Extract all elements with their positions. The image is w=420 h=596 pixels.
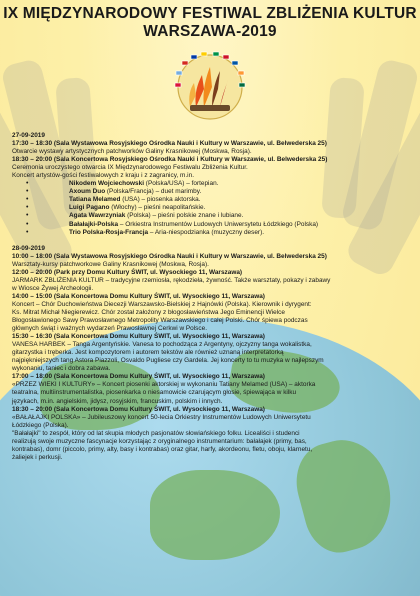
event-entry <box>12 406 410 414</box>
event-description: kontrabas), domr (piccolo, primy, alty, basy i kontrabas) oraz gitar, harfy, akordeonu, fletu, oboju, klarnetu, <box>12 445 313 453</box>
logo-wrap <box>0 45 420 123</box>
event-description: Warsztaty-kursy patchworkowe Galiny Krasnikowej (Moskwa, Rosja). <box>12 260 209 268</box>
artist-name: Axoum Duo <box>69 188 106 196</box>
event-entry <box>12 333 410 341</box>
artist-detail: (Polska/Francja) – duet marimby. <box>105 188 202 196</box>
event-description: «BAŁAŁAJKI POLSKA» – Jubileuszowy koncert 50-lecia Orkiestry Instrumentów Ludowych Uniwersytetu <box>12 413 311 421</box>
event-location: (Sala Koncertowa Domu Kultury ŚWIT, ul. Wysockiego 11, Warszawa) <box>53 405 265 413</box>
event-description: Ceremonia uroczystego otwarcia IX Międzynarodowego Festiwalu Zbliżenia Kultur. <box>12 164 248 172</box>
event-time: 18:30 – 20:00 <box>12 405 53 413</box>
event-entry <box>12 253 410 261</box>
event-description: żaliejek i perkusji. <box>12 453 63 461</box>
event-entry <box>12 156 410 164</box>
event-description: wykonaniu, taniec i dobra zabawa. <box>12 365 111 373</box>
artist-list <box>12 180 410 236</box>
festival-logo-icon <box>166 45 254 123</box>
artist-detail: (USA) – piosenka aktorska. <box>120 196 201 204</box>
event-location: (Sala Wystawowa Rosyjskiego Ośrodka Nauki i Kultury w Warszawie, ul. Belwederska 25) <box>53 252 327 260</box>
event-time: 10:00 – 18:00 <box>12 252 53 260</box>
event-description: Otwarcie wystawy artystycznych patchworków Galiny Krasnikowej (Moskwa, Rosja). <box>12 148 252 156</box>
event-description: «PRZEZ WIEKI I KULTURY» – Koncert piosenki aktorskiej w wykonaniu Tatiany Melamed (USA) – aktorka <box>12 381 316 389</box>
day-2-date: 28-09-2019 <box>12 244 45 252</box>
artist-item <box>12 196 410 204</box>
event-location: (Sala Koncertowa Domu Kultury ŚWIT, ul. Wysockiego 11, Warszawa) <box>53 373 265 381</box>
event-description: VANESA HARBEK – Tanga Argentyńskie. Vanesa to pochodząca z Argentyny, ojczyzny tanga wokalistka, <box>12 341 312 349</box>
event-location: (Sala Koncertowa Domu Kultury ŚWIT, ul. Wysockiego 11, Warszawa) <box>53 292 265 300</box>
program-content <box>12 132 410 462</box>
event-entry <box>12 269 410 277</box>
event-location: (Sala Wystawowa Rosyjskiego Ośrodka Nauki i Kultury w Warszawie, ul. Belwederska 25) <box>53 140 327 148</box>
artist-item <box>12 204 410 212</box>
event-description: językach, m.in. angielskim, jidysz, rosyjskim, francuskim, polskim i innych. <box>12 397 223 405</box>
artist-item <box>12 221 410 229</box>
event-description: w Wiosce Żywej Archeologii. <box>12 284 94 292</box>
artist-item <box>12 229 410 237</box>
event-description: "Bałałajki" to zespół, który od lat skupia młodych pasjonatów słowiańskiego folku. Licealiści i studenci <box>12 429 300 437</box>
event-description: Ks. Mitrat Michał Niegierewicz. Chór został założony z błogosławieństwa Jego Eminencji Wielce <box>12 308 285 316</box>
event-description: Koncert – Chór Duchowieństwa Diecezji Warszawsko-Bielskiej z Hajnówki (Polska). Kierownik i dyrygent: <box>12 300 312 308</box>
event-description: teatralna, multiinstrumentalistka, piosenkarka o niesamowicie czarującym głosie, śpiewająca w kilku <box>12 389 297 397</box>
event-location: (Sala Koncertowa Domu Kultury ŚWIT, ul. Wysockiego 11, Warszawa) <box>53 333 265 341</box>
artist-name: Nikodem Wojciechowski <box>69 180 145 188</box>
day-1-date: 27-09-2019 <box>12 132 45 139</box>
event-time: 15:30 – 16:30 <box>12 333 53 341</box>
event-description: Błogosławionego Sawy Prawosławnego Metropolity Warszawskiego i całej Polski. Chór śpiewa podczas <box>12 317 308 325</box>
artist-name: Bałałajki-Polska <box>69 220 119 228</box>
event-description: JARMARK ZBLIŻENIA KULTUR – tradycyjne rzemiosła, rękodzieła, żywność. Także warsztaty, pokazy i zabawy <box>12 276 331 284</box>
artist-item <box>12 188 410 196</box>
event-description: gitarzystka i tręberka. Jest kompozytorem i autorem tekstów ale również uznaną interpretatorką <box>12 349 284 357</box>
festival-title-line-1: IX MIĘDZYNARODOWY FESTIWAL ZBLIŻENIA KULTUR <box>3 5 417 22</box>
event-location: (Park przy Domu Kultury ŚWIT, ul. Wysockiego 11, Warszawa) <box>53 268 243 276</box>
artist-detail: (Polska/USA) – fortepian. <box>144 180 219 188</box>
event-time: 17:00 – 18:00 <box>12 373 53 381</box>
artist-detail: (Polska) – pieśni polskie znane i lubiane. <box>125 212 244 220</box>
event-time: 14:00 – 15:00 <box>12 292 53 300</box>
event-description: najpiękniejszych tang Astora Piazzoli, Osvaldo Pugliese czy Gardela. Jej koncerty to tu muzyka w najlepszym <box>12 357 324 365</box>
artist-name: Tatiana Melamed <box>69 196 121 204</box>
artist-name: Trio Polska-Rosja-Francja <box>69 228 149 236</box>
artist-name: Luigi Pagano <box>69 204 110 212</box>
event-description: Łódzkiego (Polska). <box>12 421 69 429</box>
artist-detail: – Orkiestra Instrumentów Ludowych Uniwersytetu Łódzkiego (Polska) <box>118 220 319 228</box>
poster-header <box>0 0 420 41</box>
event-description: głównych świąt i ważnych wydarzeń Prawosławnej Cerkwi w Polsce. <box>12 325 207 333</box>
event-time: 12:00 – 20:00 <box>12 268 53 276</box>
event-description: Koncert artystów-gości festiwalowych z kraju i z zagranicy, m.in. <box>12 172 194 180</box>
artist-item <box>12 180 410 188</box>
event-entry <box>12 373 410 381</box>
festival-title-line-2: WARSZAWA-2019 <box>143 23 277 40</box>
artist-item <box>12 212 410 220</box>
event-entry <box>12 293 410 301</box>
artist-detail: – Aria-niespodzianka (muzyczny deser). <box>148 228 265 236</box>
event-time: 17:30 – 18:30 <box>12 140 53 148</box>
event-description: realizują swoje muzyczne fascynacje korzystając z oryginalnego instrumentarium: bałałajek (primy, bas, <box>12 437 307 445</box>
artist-name: Agata Wawrzyniak <box>69 212 126 220</box>
section-spacer <box>12 237 410 245</box>
event-time: 18:30 – 20:00 <box>12 156 53 164</box>
event-entry <box>12 140 410 148</box>
artist-detail: (Włochy) – pieśni neapolitańskie. <box>109 204 206 212</box>
event-location: (Sala Koncertowa Rosyjskiego Ośrodka Nauki i Kultury w Warszawie, ul. Belwederska 25) <box>53 156 328 164</box>
